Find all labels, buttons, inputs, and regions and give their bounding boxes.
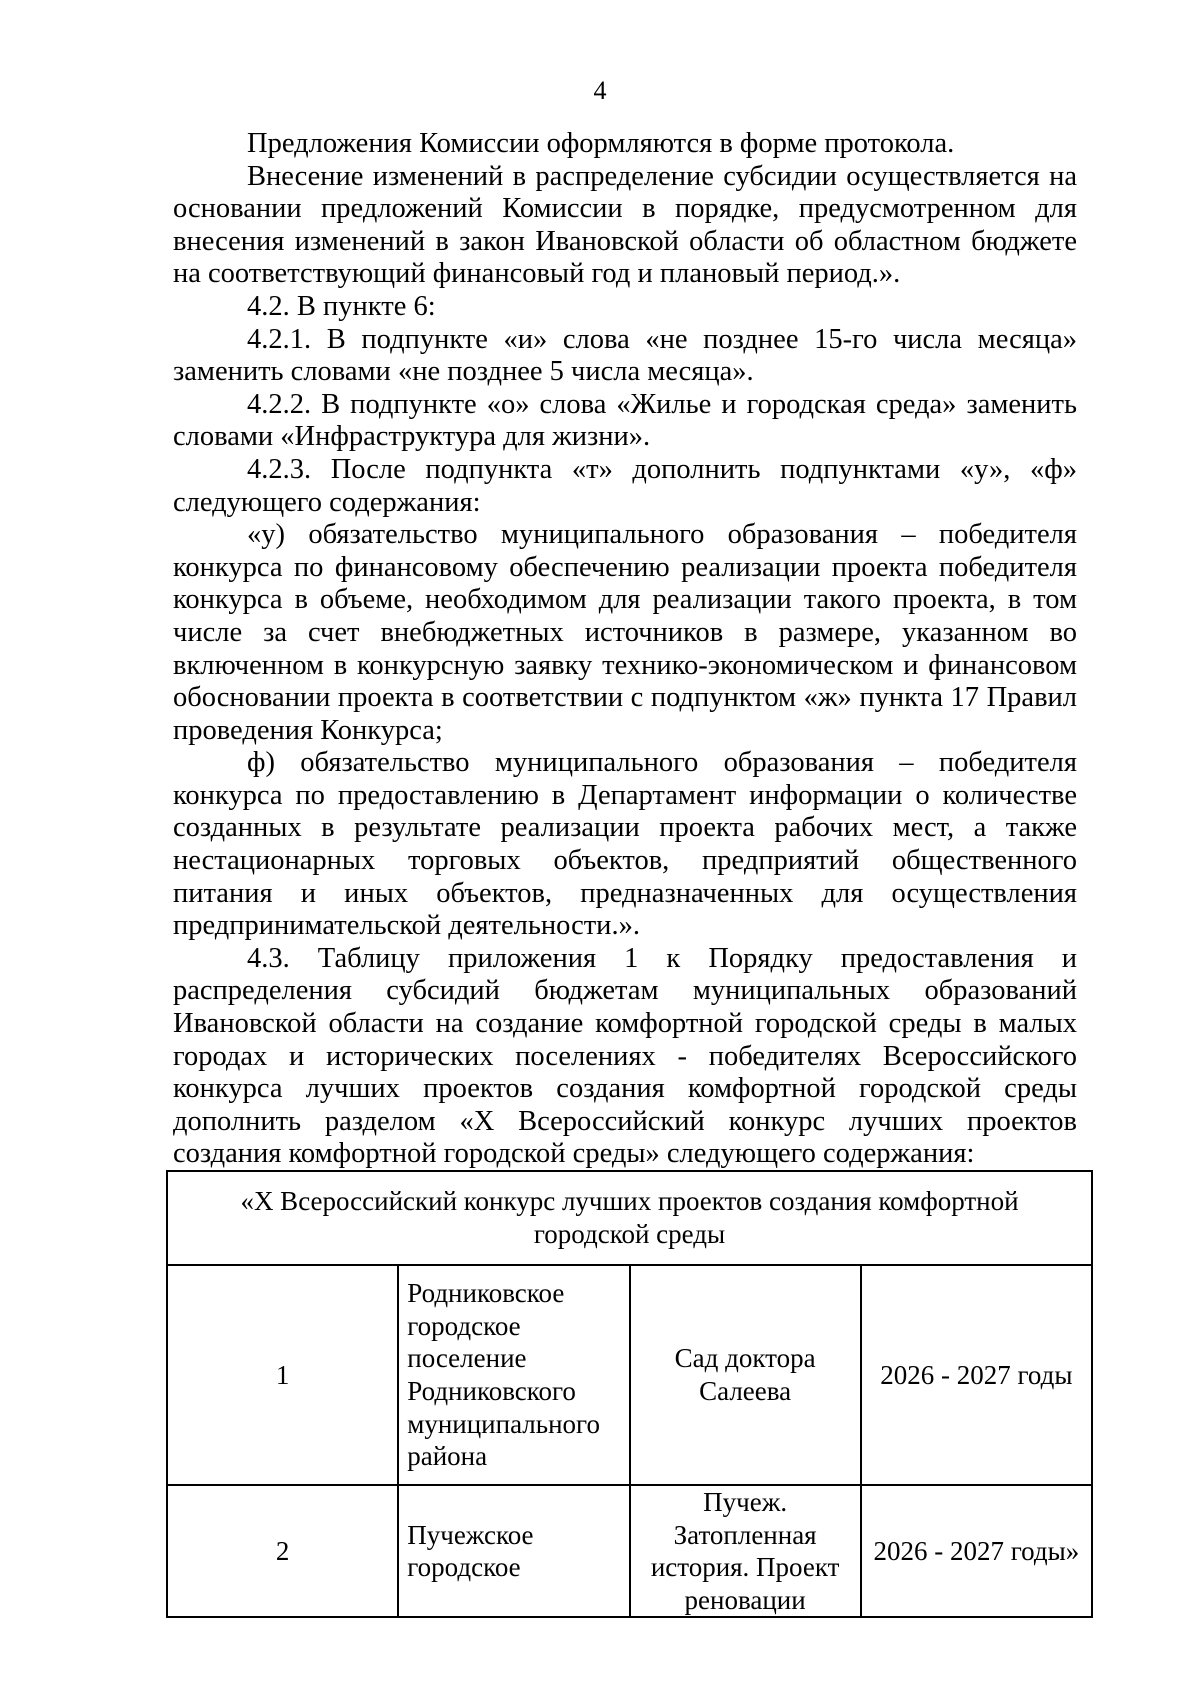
project-cell: Пучеж. Затопленная история. Проект реновации xyxy=(630,1485,861,1617)
period-cell: 2026 - 2027 годы» xyxy=(861,1485,1092,1617)
paragraph-subitem-u: «у) обязательство муниципального образования – победителя конкурса по финансовому обеспечению реализации проекта победителя конкурса в объеме, необходимом для реализации такого проекта, в том числе за счет внебюджетных источников в размере, указанном во включенном в конкурсную заявку технико-экономическом и финансовом обосновании проекта в соответствии с подпунктом «ж» пункта 17 Правил проведения Конкурса; xyxy=(173,519,1077,746)
paragraph-commission-protocol: Предложения Комиссии оформляются в форме протокола. xyxy=(247,128,955,159)
table-section-header-row xyxy=(167,1171,1092,1265)
paragraph-4-2-3: 4.2.3. После подпункта «т» дополнить подпунктами «у», «ф» следующего содержания: xyxy=(173,453,1077,518)
project-cell: Сад доктора Салеева xyxy=(630,1265,861,1485)
page-number: 4 xyxy=(593,76,607,105)
municipality-cell: Родниковское городское поселение Родниковского муниципального района xyxy=(398,1265,629,1485)
row-number: 2 xyxy=(167,1485,398,1617)
municipality-cell: Пучежское городское xyxy=(398,1485,629,1617)
period-cell: 2026 - 2027 годы xyxy=(861,1265,1092,1485)
table-section-title: «X Всероссийский конкурс лучших проектов создания комфортной городской среды xyxy=(167,1171,1092,1265)
paragraph-subitem-f: ф) обязательство муниципального образования – победителя конкурса по предоставлению в Департамент информации о количестве созданных в результате реализации проекта рабочих мест, а также нестационарных торговых объектов, предприятий общественного питания и иных объектов, предназначенных для осуществления предпринимательской деятельности.». xyxy=(173,747,1077,942)
body-text xyxy=(173,128,1077,1171)
competition-table xyxy=(166,1170,1093,1618)
paragraph-4-2-1: 4.2.1. В подпункте «и» слова «не позднее 15-го числа месяца» заменить словами «не позднее 5 числа месяца». xyxy=(173,323,1077,388)
paragraph-4-3: 4.3. Таблицу приложения 1 к Порядку предоставления и распределения субсидий бюджетам муниципальных образований Ивановской области на создание комфортной городской среды в малых городах и исторических поселениях - победителях Всероссийского конкурса лучших проектов создания комфортной городской среды дополнить разделом «X Всероссийский конкурс лучших проектов создания комфортной городской среды» следующего содержания: xyxy=(173,942,1077,1170)
paragraph-4-2: 4.2. В пункте 6: xyxy=(247,290,436,322)
paragraph-subsidy-changes: Внесение изменений в распределение субсидии осуществляется на основании предложений Комиссии в порядке, предусмотренном для внесения изменений в закон Ивановской области об областном бюджете на соответствующий финансовый год и плановый период.». xyxy=(173,160,1077,290)
table-row xyxy=(167,1485,1092,1617)
table-row xyxy=(167,1265,1092,1485)
row-number: 1 xyxy=(167,1265,398,1485)
paragraph-4-2-2: 4.2.2. В подпункте «о» слова «Жилье и городская среда» заменить словами «Инфраструктура для жизни». xyxy=(173,388,1077,453)
